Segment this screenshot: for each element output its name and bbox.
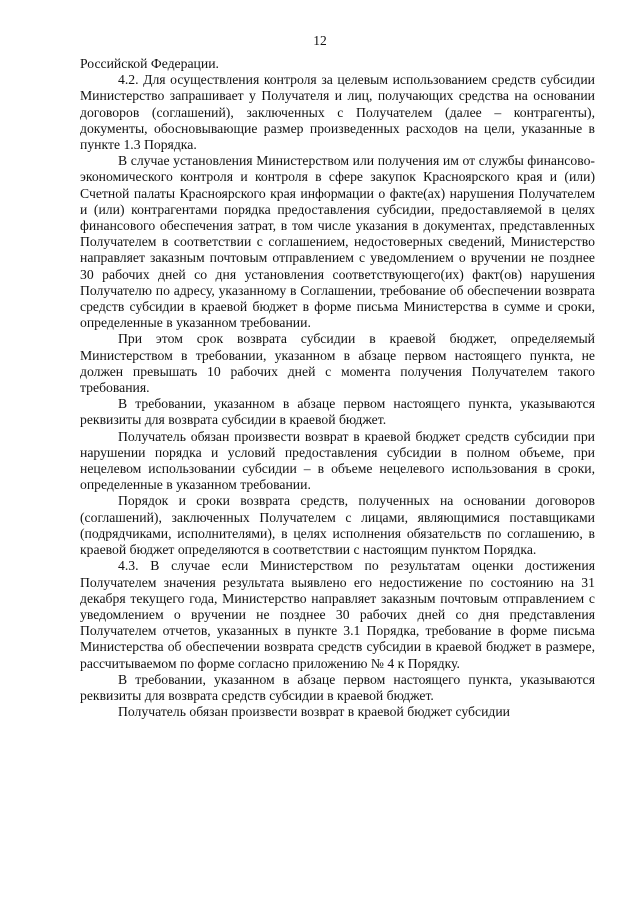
paragraph-return-deadline: При этом срок возврата субсидии в краевой бюджет, определяемый Министерством в требовании, указанном в абзаце первом настоящего пункта, не должен превышать 10 рабочих дней с момента получения Получателем такого требования. — [80, 331, 595, 396]
paragraph-recipient-obligation-2: Получатель обязан произвести возврат в краевой бюджет субсидии — [118, 704, 511, 720]
paragraph-return-procedure: Порядок и сроки возврата средств, полученных на основании договоров (соглашений), заключенных Получателем с лицами, являющимися поставщиками (подрядчиками, исполнителями), в целях исполнения обязательств по соглашению, в краевой бюджет определяются в соответствии с настоящим пунктом Порядка. — [80, 493, 595, 558]
paragraph-recipient-obligation: Получатель обязан произвести возврат в краевой бюджет средств субсидии при нарушении порядка и условий предоставления субсидии в полном объеме, при нецелевом использовании субсидии – в объеме нецелевого использования в сроки, определенные в указанном требовании. — [80, 428, 595, 493]
page-number: 12 — [313, 33, 327, 48]
paragraph-requisites-2: В требовании, указанном в абзаце первом настоящего пункта, указываются реквизиты для возврата средств субсидии в краевой бюджет. — [80, 671, 595, 703]
document-body — [80, 56, 595, 720]
paragraph-continuation: Российской Федерации. — [80, 56, 219, 71]
paragraph-requisites: В требовании, указанном в абзаце первом настоящего пункта, указываются реквизиты для возврата субсидии в краевой бюджет. — [80, 396, 595, 428]
paragraph-violation-case: В случае установления Министерством или получения им от службы финансово-экономического контроля и контроля в сфере закупок Красноярского края и (или) Счетной палаты Красноярского края информации о факте(ах) нарушения Получателем и (или) контрагентами порядка предоставления субсидии, предоставляемой в целях финансового обеспечения затрат, в том числе указания в документах, представленных Получателем в соответствии с соглашением, недостоверных сведений, Министерство направляет заказным почтовым отправлением с уведомлением о вручении не позднее 30 рабочих дней со дня установления соответствующего(их) факт(ов) нарушения Получателю по адресу, указанному в Соглашении, требование об обеспечении возврата средств субсидии в краевой бюджет в форме письма Министерства в сумме и сроки, определенные в указанном требовании. — [80, 153, 595, 331]
paragraph-4-3: 4.3. В случае если Министерством по результатам оценки достижения Получателем значения результата выявлено его недостижение по состоянию на 31 декабря текущего года, Министерство направляет заказным почтовым отправлением с уведомлением о вручении не позднее 30 рабочих дней со дня представления Получателем отчетов, указанных в пункте 3.1 Порядка, требование в форме письма Министерства об обеспечении возврата средств субсидии в краевой бюджет в размере, рассчитываемом по форме согласно приложению № 4 к Порядку. — [80, 558, 595, 671]
paragraph-4-2: 4.2. Для осуществления контроля за целевым использованием средств субсидии Министерство запрашивает у Получателя и лиц, получающих средства на основании договоров (соглашений), заключенных с Получателем (далее – контрагенты), документы, обосновывающие размер произведенных расходов на цели, указанные в пункте 1.3 Порядка. — [80, 72, 595, 153]
